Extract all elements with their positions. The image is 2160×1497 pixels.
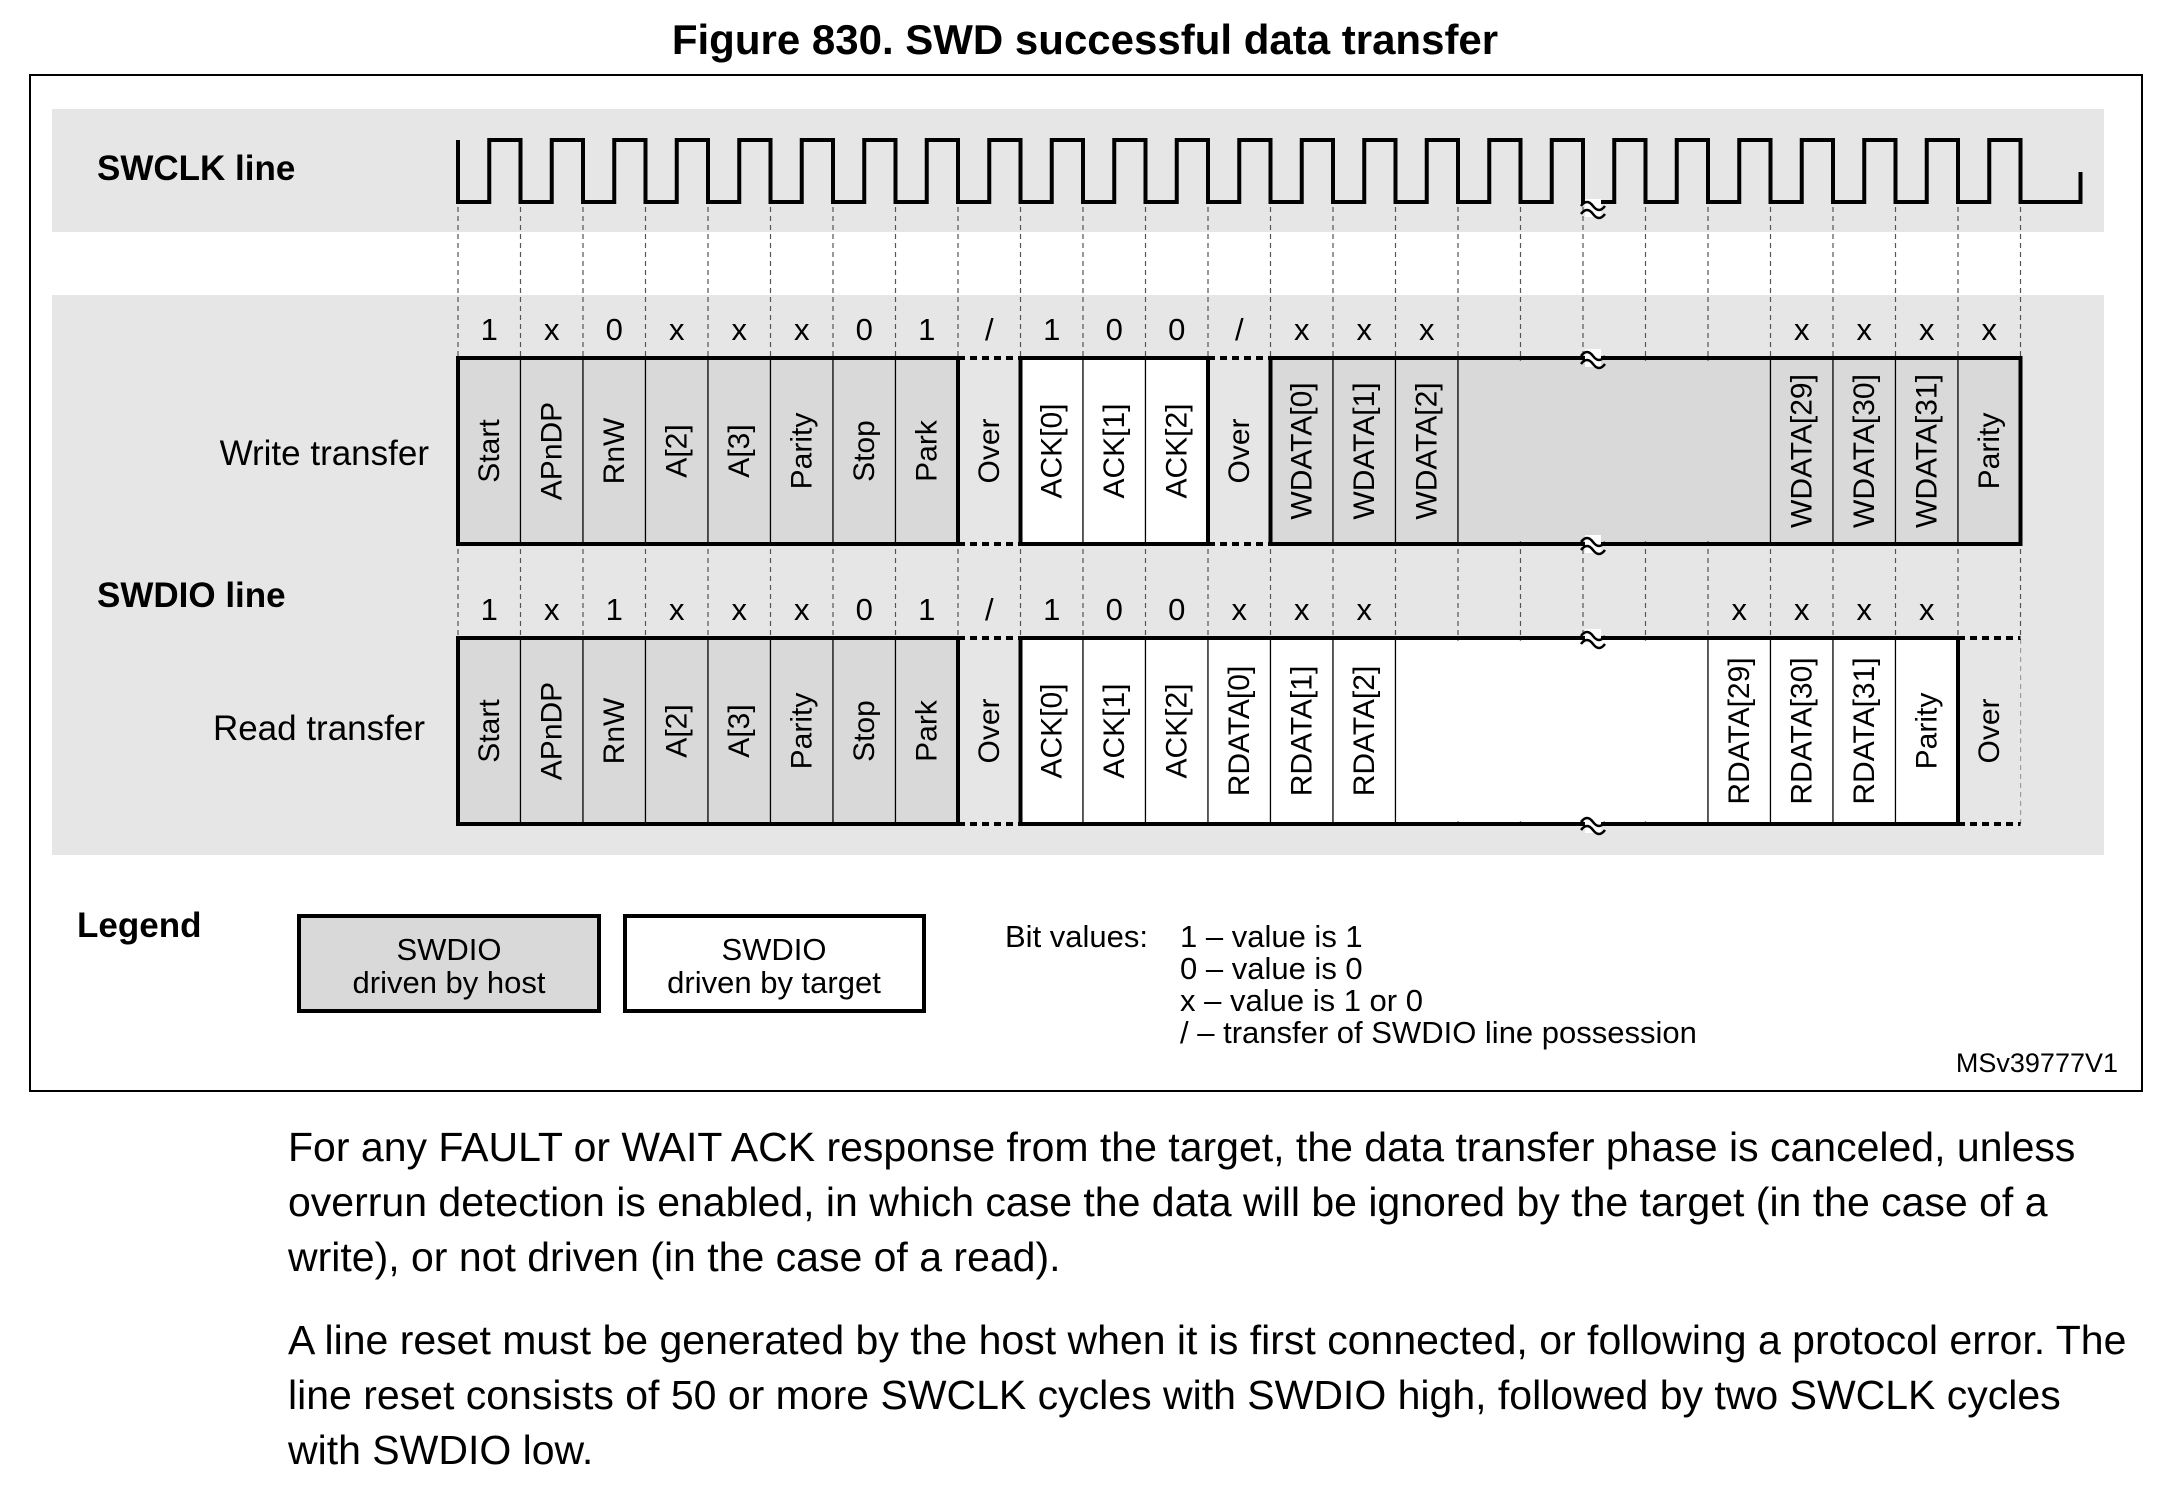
write-field-label: ACK[1]: [1097, 403, 1131, 499]
read-bit-value: x: [731, 592, 747, 627]
read-bit-value: x: [669, 592, 685, 627]
write-field-label: A[3]: [722, 424, 756, 478]
read-field-label: ACK[1]: [1097, 683, 1131, 779]
gap-area: [1397, 641, 1708, 822]
read-field-label: Park: [910, 700, 944, 762]
write-field-label: WDATA[29]: [1785, 374, 1819, 528]
read-bit-value: x: [544, 592, 560, 627]
write-bit-value: x: [1419, 312, 1435, 347]
write-bit-value: x: [1356, 312, 1372, 347]
read-transfer-label: Read transfer: [212, 709, 425, 748]
read-bit-value: 1: [480, 592, 498, 627]
write-field-label: Stop: [847, 420, 881, 482]
write-field-label: Parity: [1972, 412, 2006, 490]
write-transfer-label: Write transfer: [219, 434, 429, 473]
gap-area: [1459, 361, 1770, 542]
bit-value-x: x – value is 1 or 0: [1180, 983, 1423, 1018]
read-field-label: RDATA[1]: [1285, 665, 1319, 797]
read-field-label: RDATA[31]: [1847, 657, 1881, 805]
write-bit-value: x: [731, 312, 747, 347]
read-bit-value: x: [1356, 592, 1372, 627]
read-field-label: Start: [472, 699, 506, 763]
write-bit-value: x: [669, 312, 685, 347]
read-bit-value: x: [1794, 592, 1810, 627]
read-bit-value: 1: [1043, 592, 1061, 627]
read-field-label: Parity: [1910, 692, 1944, 770]
legend-target-line1: SWDIO: [721, 932, 827, 967]
write-bit-value: x: [1856, 312, 1872, 347]
bit-value-slash: / – transfer of SWDIO line possession: [1180, 1015, 1697, 1050]
write-field-label: Over: [972, 418, 1006, 484]
read-bit-value: 0: [1168, 592, 1186, 627]
write-field-label: WDATA[0]: [1285, 382, 1319, 520]
write-bit-value: x: [1294, 312, 1310, 347]
read-bit-value: x: [1231, 592, 1247, 627]
write-field-label: RnW: [597, 417, 631, 485]
read-field-label: ACK[2]: [1160, 683, 1194, 779]
read-field-label: Over: [972, 698, 1006, 764]
legend-target-line2: driven by target: [667, 965, 881, 1000]
write-field-label: ACK[0]: [1035, 403, 1069, 499]
swclk-line-label: SWCLK line: [97, 149, 296, 188]
write-field-label: Start: [472, 419, 506, 483]
write-bit-value: x: [1794, 312, 1810, 347]
write-field-label: WDATA[30]: [1847, 374, 1881, 528]
figure-code: MSv39777V1: [1955, 1048, 2118, 1078]
bit-value-0: 0 – value is 0: [1180, 951, 1363, 986]
swdio-line-label: SWDIO line: [97, 576, 286, 615]
read-field-label: RDATA[2]: [1347, 665, 1381, 797]
write-bit-value: 0: [855, 312, 873, 347]
write-bit-value: 1: [918, 312, 936, 347]
read-bit-value: x: [1731, 592, 1747, 627]
read-bit-value: 1: [605, 592, 623, 627]
paragraph-line-reset: A line reset must be generated by the host when it is first connected, or following a protocol error. The line reset consists of 50 or more SWCLK cycles with SWDIO high, followed by two SWCLK cycles with SWDIO low.: [288, 1317, 2127, 1473]
read-field-label: Stop: [847, 700, 881, 762]
write-field-label: WDATA[31]: [1910, 374, 1944, 528]
write-bit-value: 1: [1043, 312, 1061, 347]
read-bit-value: x: [1919, 592, 1935, 627]
write-bit-value: x: [1919, 312, 1935, 347]
read-bit-value: /: [984, 592, 994, 627]
read-bit-value: 1: [918, 592, 936, 627]
legend-host-line1: SWDIO: [396, 932, 502, 967]
read-field-label: RDATA[29]: [1722, 657, 1756, 805]
write-field-label: WDATA[2]: [1410, 382, 1444, 520]
read-bit-value: x: [1856, 592, 1872, 627]
write-field-label: WDATA[1]: [1347, 382, 1381, 520]
bit-values-label: Bit values:: [1005, 919, 1149, 954]
write-bit-value: /: [1234, 312, 1244, 347]
read-field-label: RDATA[0]: [1222, 665, 1256, 797]
write-bit-value: x: [544, 312, 560, 347]
write-field-label: Park: [910, 420, 944, 482]
write-bit-value: x: [794, 312, 810, 347]
write-field-label: A[2]: [660, 424, 694, 478]
write-field-label: ACK[2]: [1160, 403, 1194, 499]
read-field-label: RnW: [597, 697, 631, 765]
write-field-label: Parity: [785, 412, 819, 490]
read-bit-value: 0: [1105, 592, 1123, 627]
write-bit-value: 0: [1168, 312, 1186, 347]
write-field-label: APnDP: [535, 401, 569, 501]
bit-value-1: 1 – value is 1: [1180, 919, 1363, 954]
read-bit-value: 0: [855, 592, 873, 627]
read-field-label: Over: [1972, 698, 2006, 764]
write-field-label: Over: [1222, 418, 1256, 484]
read-field-label: ACK[0]: [1035, 683, 1069, 779]
read-field-label: Parity: [785, 692, 819, 770]
figure-title: Figure 830. SWD successful data transfer: [671, 16, 1499, 63]
write-bit-value: x: [1981, 312, 1997, 347]
write-bit-value: 0: [605, 312, 623, 347]
read-field-label: A[3]: [722, 704, 756, 758]
paragraph-fault-wait: For any FAULT or WAIT ACK response from the target, the data transfer phase is canceled, unless overrun detection is enabled, in which case the data will be ignored by the target (in the case of a write), or not driven (in the case of a read).: [288, 1124, 2076, 1280]
write-bit-value: 1: [480, 312, 498, 347]
swclk-band: [52, 109, 2104, 232]
write-bit-value: 0: [1105, 312, 1123, 347]
read-bit-value: x: [794, 592, 810, 627]
write-bit-value: /: [984, 312, 994, 347]
read-field-label: A[2]: [660, 704, 694, 758]
legend-host-line2: driven by host: [352, 965, 546, 1000]
read-field-label: RDATA[30]: [1785, 657, 1819, 805]
write-transfer-row: [458, 358, 2021, 544]
read-bit-value: x: [1294, 592, 1310, 627]
read-field-label: APnDP: [535, 681, 569, 781]
legend-title: Legend: [77, 906, 202, 945]
read-transfer-row: [458, 638, 2021, 824]
